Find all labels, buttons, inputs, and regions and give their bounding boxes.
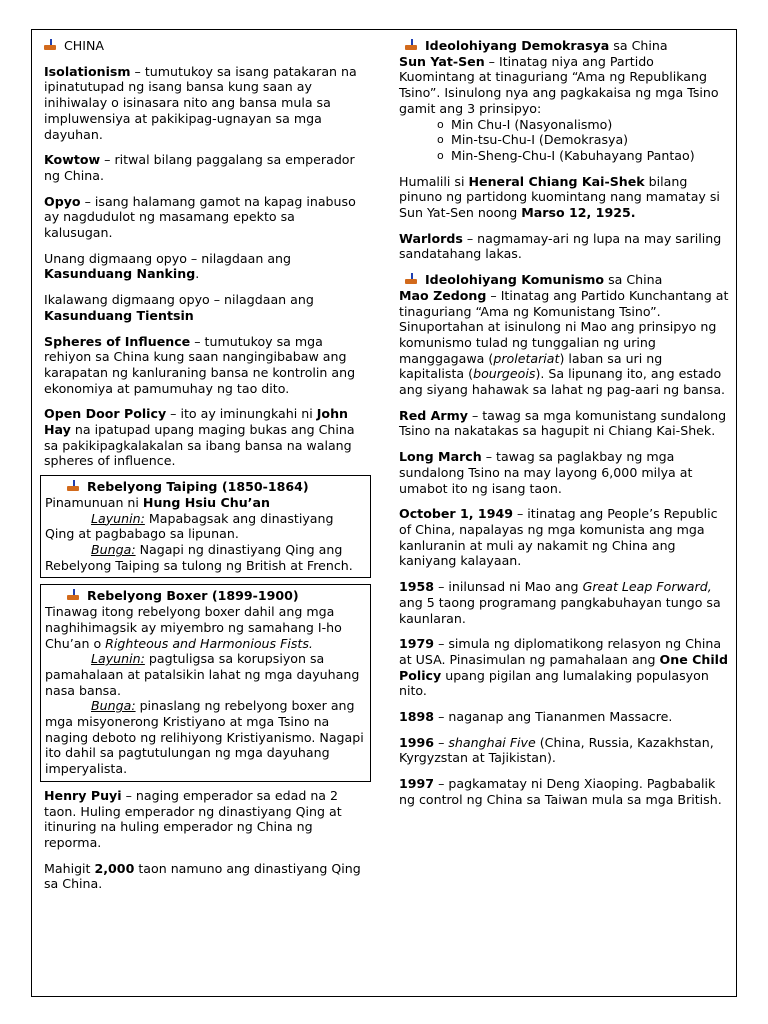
warlords-entry: Warlords – nagmamay-ari ng lupa na may sariling sandatahang lakas. (399, 230, 722, 262)
taiping-leader-line: Pinamunuan ni Hung Hsiu Chu’an (45, 494, 270, 510)
bullet-pin-icon (67, 589, 81, 601)
mao-entry: Mao Zedong – Itinatag ang Partido Kunchantang at tinaguriang “Ama ng Komunistang Tsino”. Sinuportahan at isinulong ni Mao ang prinsipyo ng komunismo tulad ng tunggalian ng uring manggagawa (proletariat) laban sa uri ng kapitalista (bourgeois). Sa lipunang ito, ang estado ang siyang hahawak sa lahat ng pag-aari ng bansa. (399, 287, 729, 398)
boxer-box (40, 584, 371, 781)
bullet-pin-icon (405, 39, 419, 51)
left-column (44, 38, 367, 902)
puyi-entry: Henry Puyi – naging emperador sa edad na 2 taon. Huling emperador ng dinastiyang Qing at itinuring na huling emperador ng China ng reporma. (44, 787, 342, 850)
list-item: o Min-Sheng-Chu-I (Kabuhayang Pantao) (437, 148, 729, 164)
kowtow-entry: Kowtow – ritwal bilang paggalang sa emperador ng China. (44, 152, 355, 183)
bullet-pin-icon (405, 273, 419, 285)
taiping-layunin: Layunin: Mapabagsak ang dinastiyang Qing at pagbabago sa lipunan. (45, 510, 334, 542)
year-1958-entry: 1958 – inilunsad ni Mao ang Great Leap Forward, ang 5 taong programang pangkabuhayan tungo sa kaunlaran. (399, 579, 721, 626)
isolationism-entry: Isolationism – tumutukoy sa isang patakaran na ipinatutupad ng isang bansa kung saan ay inihiwalay o isinasara nito ang bansa mula sa impluwensiya at pakikipag-ugnayan sa mga dayuhan. (44, 63, 357, 142)
year-1979-entry: 1979 – simula ng diplomatikong relasyon ng China at USA. Pinasimulan ng pamahalaan ang One Child Policy upang pigilan ang lumalaking populasyon nito. (399, 636, 728, 699)
spheres-entry: Spheres of Influence – tumutukoy sa mga rehiyon sa China kung saan nangingibabaw ang karapatan ng kanluraning bansa ne kontrolin ang ekonomiya at pamumuhay ng tao dito. (44, 333, 356, 396)
boxer-layunin: Layunin: pagtuligsa sa korupsiyon sa pamahalaan at patalsikin lahat ng mga dayuhang nasa bansa. (45, 651, 360, 698)
right-column (399, 38, 729, 818)
bullet-pin-icon (67, 480, 81, 492)
taiping-bunga: Bunga: Nagapi ng dinastiyang Qing ang Rebelyong Taiping sa tulong ng British at French. (45, 541, 353, 573)
year-1996-entry: 1996 – shanghai Five (China, Russia, Kazakhstan, Kyrgyzstan at Tajikistan). (399, 734, 714, 766)
list-item: o Min-tsu-Chu-I (Demokrasya) (437, 132, 729, 148)
sun-yat-sen-entry: Sun Yat-Sen – Itinatag niya ang Partido Kuomintang at tinaguriang “Ama ng Republikang Tsino”. Isinulong nya ang pagkakaisa ng mga Tsino gamit ang 3 prinsipyo: (399, 53, 719, 116)
mahigit-entry: Mahigit 2,000 taon namuno ang dinastiyang Qing sa China. (44, 860, 361, 892)
boxer-bunga: Bunga: pinaslang ng rebelyong boxer ang mga misyonerong Kristiyano at mga Tsino na naging deboto ng relihiyong Kristiyanismo. Nagapi ito dahil sa pagtutulungan ng mga dayuhang imperyalista. (45, 698, 364, 777)
long-march-entry: Long March – tawag sa paglakbay ng mga sundalong Tsino na may layong 6,000 milya at umabot ito ng isang taon. (399, 449, 693, 496)
open-door-entry: Open Door Policy – ito ay iminungkahi ni John Hay na ipatupad upang maging bukas ang China sa pakikipagkalakalan sa ibang bansa na walang spheres of influence. (44, 406, 355, 469)
year-1898-entry: 1898 – naganap ang Tiananmen Massacre. (399, 709, 673, 725)
unang-digmaang-entry: Unang digmaang opyo – nilagdaan ang Kasunduang Nanking. (44, 250, 292, 282)
boxer-title: Rebelyong Boxer (1899-1900) (45, 588, 366, 604)
humalili-entry: Humalili si Heneral Chiang Kai-Shek bilang pinuno ng partidong kuomintang nang mamatay si Sun Yat-Sen noong Marso 12, 1925. (399, 173, 720, 221)
page-frame (31, 29, 737, 997)
october-1949-entry: October 1, 1949 – itinatag ang People’s Republic of China, napalayas ng mga komunista ang mga kanluranin at muli ay nakamit ng China ang kaniyang kalayaan. (399, 506, 718, 569)
bullet-pin-icon (44, 39, 58, 51)
list-item: o Min Chu-I (Nasyonalismo) (437, 117, 729, 133)
year-1997-entry: 1997 – pagkamatay ni Deng Xiaoping. Pagbabalik ng control ng China sa Taiwan mula sa mga British. (399, 776, 722, 807)
komunismo-heading: Ideolohiyang Komunismo sa China (399, 272, 729, 288)
taiping-box (40, 475, 371, 578)
china-heading: CHINA (44, 38, 367, 54)
demokrasya-heading: Ideolohiyang Demokrasya sa China (399, 38, 729, 54)
taiping-title: Rebelyong Taiping (1850-1864) (45, 479, 366, 495)
opyo-entry: Opyo – isang halamang gamot na kapag inabuso ay nagdudulot ng masamang epekto sa kalusugan. (44, 193, 356, 241)
red-army-entry: Red Army – tawag sa mga komunistang sundalong Tsino na nakatakas sa hagupit ni Chiang Kai-Shek. (399, 407, 727, 439)
principles-list (399, 117, 729, 164)
ikalawang-digmaang-entry: Ikalawang digmaang opyo – nilagdaan ang Kasunduang Tientsin (44, 292, 314, 323)
boxer-description: Tinawag itong rebelyong boxer dahil ang mga naghihimagsik ay miyembro ng samahang I-ho Chu’an o Righteous and Harmonious Fists. (45, 604, 342, 651)
